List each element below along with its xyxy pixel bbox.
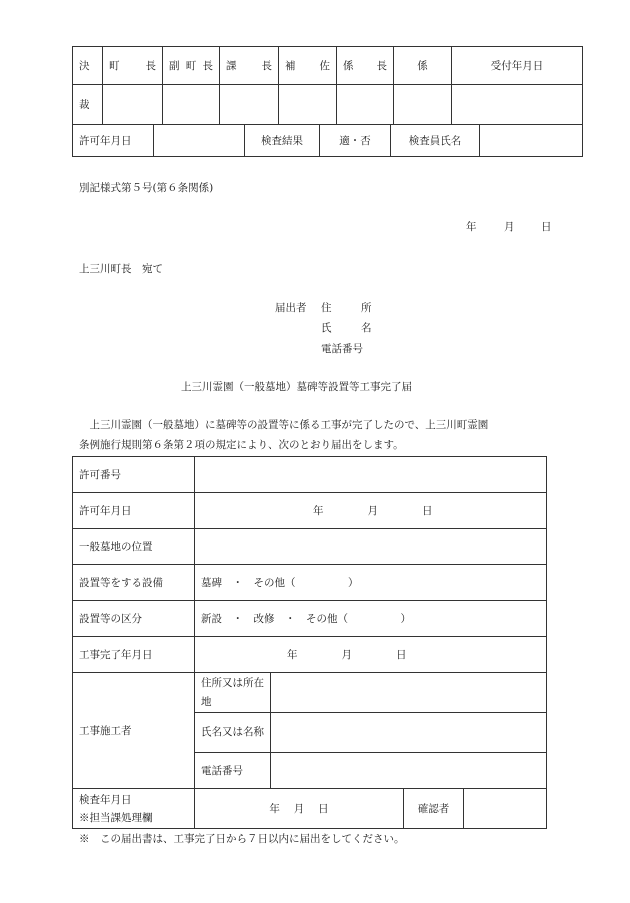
stamp-box-fukuchocho xyxy=(163,85,220,125)
location-label: 一般墓地の位置 xyxy=(73,529,195,565)
category-options: 新設 ・ 改修 ・ その他（ ） xyxy=(195,601,547,637)
location-value xyxy=(195,529,547,565)
applicant-label: 届出者 xyxy=(275,302,307,314)
contractor-address-label: 住所又は所在地 xyxy=(195,673,271,713)
permit-check-table xyxy=(72,124,583,157)
stamp-head-chocho: 町 長 xyxy=(103,47,163,85)
permit-date-box xyxy=(154,125,245,157)
receipt-date-label: 受付年月日 xyxy=(452,47,583,85)
form-permit-date-label: 許可年月日 xyxy=(73,493,195,529)
inspection-result-label: 検査結果 xyxy=(245,125,320,157)
form-table xyxy=(72,456,547,829)
approval-table xyxy=(72,46,583,125)
stamp-head-hosa: 補 佐 xyxy=(279,47,337,85)
applicant-phone: 電話番号 xyxy=(321,343,363,355)
inspector-name-label: 検査員氏名 xyxy=(391,125,480,157)
applicant-address-a: 住 xyxy=(321,302,332,314)
stamp-box-kacho xyxy=(220,85,279,125)
contractor-phone-label: 電話番号 xyxy=(195,753,271,789)
permit-date-label: 許可年月日 xyxy=(73,125,154,157)
stamp-box-hosa xyxy=(279,85,337,125)
applicant-name-a: 氏 xyxy=(321,322,332,334)
confirmer-label: 確認者 xyxy=(404,789,464,829)
stamp-head-kacho: 課 長 xyxy=(220,47,279,85)
stamp-head-kakari: 係 xyxy=(394,47,452,85)
completion-date-value: 年 月 日 xyxy=(195,637,547,673)
permit-number-label: 許可番号 xyxy=(73,457,195,493)
date-year: 年 xyxy=(466,221,477,233)
kessai-label-top: 決 xyxy=(73,47,103,85)
kessai-label-bottom: 裁 xyxy=(73,85,103,125)
ok-ng-label: 適・否 xyxy=(320,125,391,157)
contractor-phone-value xyxy=(271,753,547,789)
body-line-2: 条例施行規則第６条第２項の規定により、次のとおり届出をします。 xyxy=(79,439,404,451)
inspector-name-box xyxy=(480,125,583,157)
dept-note-label: ※担当課処理欄 xyxy=(79,811,153,824)
contractor-address-value xyxy=(271,673,547,713)
applicant-name-b: 名 xyxy=(361,322,372,334)
equipment-options: 墓碑 ・ その他（ ） xyxy=(195,565,547,601)
stamp-head-fukuchocho: 副 町 長 xyxy=(163,47,220,85)
stamp-box-kakaricho xyxy=(337,85,394,125)
equipment-label: 設置等をする設備 xyxy=(73,565,195,601)
date-day: 日 xyxy=(541,221,552,233)
addressee: 上三川町長 宛て xyxy=(79,263,163,275)
category-label: 設置等の区分 xyxy=(73,601,195,637)
document-title: 上三川霊園（一般墓地）墓碑等設置等工事完了届 xyxy=(181,381,412,393)
form-permit-date-value: 年 月 日 xyxy=(195,493,547,529)
contractor-label: 工事施工者 xyxy=(73,673,195,789)
inspection-date-label: 検査年月日 xyxy=(79,793,132,806)
stamp-box-chocho xyxy=(103,85,163,125)
footnote: ※ この届出書は、工事完了日から７日以内に届出をしてください。 xyxy=(79,833,405,845)
contractor-name-value xyxy=(271,713,547,753)
stamp-head-kakaricho: 係 長 xyxy=(337,47,394,85)
form-number: 別記様式第５号(第６条関係) xyxy=(79,182,214,194)
completion-date-label: 工事完了年月日 xyxy=(73,637,195,673)
inspection-date-value: 年 月 日 xyxy=(195,789,404,829)
body-line-1: 上三川霊園（一般墓地）に墓碑等の設置等に係る工事が完了したので、上三川町霊園 xyxy=(79,419,489,431)
permit-number-value xyxy=(195,457,547,493)
inspection-date-cell xyxy=(73,789,195,829)
date-month: 月 xyxy=(504,221,515,233)
receipt-date-box xyxy=(452,85,583,125)
applicant-address-b: 所 xyxy=(361,302,372,314)
stamp-box-kakari xyxy=(394,85,452,125)
confirmer-box xyxy=(464,789,547,829)
contractor-name-label: 氏名又は名称 xyxy=(195,713,271,753)
